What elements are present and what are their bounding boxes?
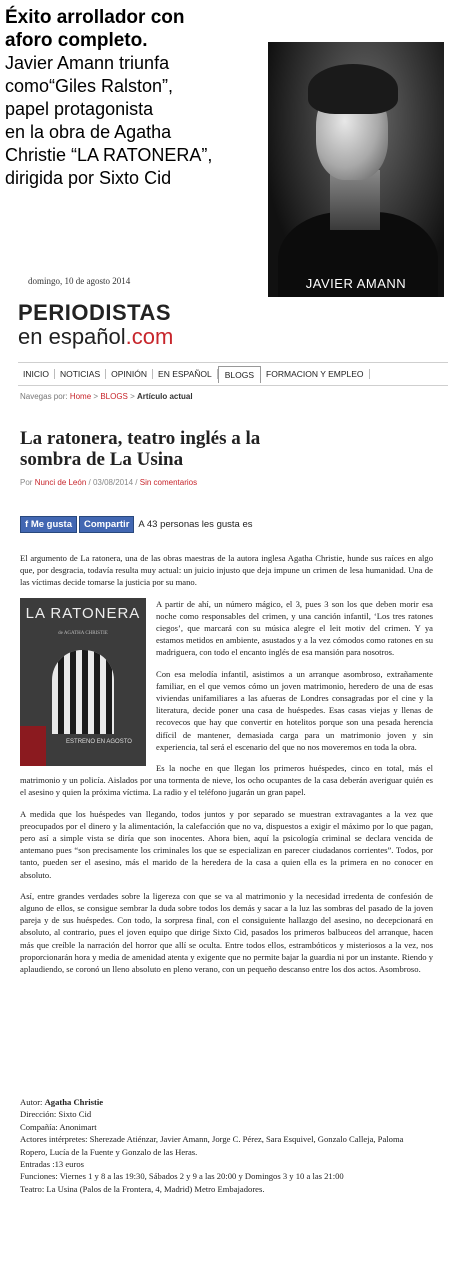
nav-item-inicio[interactable]: INICIO [18,369,55,379]
breadcrumb [20,392,193,401]
credit-value: Agatha Christie [44,1097,104,1107]
article-body [20,552,433,984]
credit-label: Autor: [20,1097,43,1107]
paragraph: Así, entre grandes verdades sobre la ligereza con que se va al matrimonio y la necesidad irredenta de confesión de alguno de ellos, se consigue sembrar la duda sobre todos los demás y sacar a la luz las sombras del pasado de la joven pareja y de sus huéspedes. Con todo, la sorpresa final, con el consiguiente hallazgo del asesino, no decepcionará en absoluto, al contrario, pues el joven equipo que dirige Sixto Cid, pasados los primeros balbuceos del arranque, hacen más que creíble la narración del horror que allí se oculta. Entre todos ellos, estrambóticos y misteriosos a la vez, nos proporcionarán hora y media de amenidad atenta y exigente que no permite bajar la guardia ni por un instante. Riendo y aplaudiendo, se coronó un lleno absoluto en pleno verano, con un pequeño descanso entre los dos actos. Asombroso. [20,890,433,975]
logo-text: en español [18,324,126,349]
promo-line: como“Giles Ralston”, [5,76,174,96]
paragraph: Es la noche en que llegan los primeros huéspedes, cinco en total, más el matrimonio y un policía. Aislados por una tormenta de nieve, los ocho ocupantes de la casa deberán averiguar quién es el asesino y quien la próxima víctima. La radio y el teléfono jugarán un gran papel. [20,763,433,798]
credit-entradas: Entradas :13 euros [20,1159,84,1170]
like-label: Me gusta [30,519,72,530]
promo-line: Javier Amann triunfa [5,53,170,73]
promo-line: papel protagonista [5,99,154,119]
promo-text-block [5,6,267,190]
article-title: La ratonera, teatro inglés a la sombra de La Usina [20,428,261,470]
breadcrumb-sep: > [130,392,135,401]
breadcrumb-prefix: Navegas por: [20,392,68,401]
credit-compania: Compañía: Anonimart [20,1121,97,1132]
photo-caption: JAVIER AMANN [305,276,407,291]
play-poster [20,598,146,766]
poster-red-block [20,726,46,766]
author-link[interactable]: Nunci de León [34,478,87,487]
comments-link[interactable]: Sin comentarios [139,478,198,487]
breadcrumb-sep: > [93,392,99,401]
photo-hair [308,64,398,114]
main-nav [18,362,448,386]
promo-line: Christie “LA RATONERA”, [5,145,213,165]
paragraph: A partir de ahí, un número mágico, el 3, pues 3 son los que deben morir esa noche como responsables del crimen, y una canción infantil, ‘Los tres ratones ciegos’, que marcará con su música alegre el leit motiv del crimen. Y ya estamos metidos en ambiente, asustados y a la vez cómodos como ratones en su madriguera, con todo el encanto inglés de esa mansión para nosotros. [156,598,433,658]
promo-headline-1: Éxito arrollador con [5,7,185,28]
promo-line: en la obra de Agatha [5,122,172,142]
paragraph: El argumento de La ratonera, una de las obras maestras de la autora inglesa Agatha Christie, hunde sus raíces en algo que, por desgracia, todavía resulta muy actual: un juicio injusto que deja impune un crimen de lesa humanidad. Una de las víctimas decide tomarse la justicia por su mano. [20,553,433,588]
breadcrumb-current: Artículo actual [137,392,193,401]
nav-item-opinion[interactable]: OPINIÓN [106,369,153,379]
nav-item-formacion[interactable]: FORMACION Y EMPLEO [261,369,369,379]
poster-subtitle: de AGATHA CHRISTIE [58,630,108,636]
breadcrumb-home[interactable]: Home [69,392,92,401]
site-logo-line1[interactable]: PERIODISTAS [18,300,172,325]
poster-bars-graphic [52,650,114,734]
credit-actores: Actores intérpretes: Sherezade Atiénzar, Javier Amann, Jorge C. Pérez, Sara Esquivel, Gonzalo Calleja, Paloma Ropero, Lucía de la Fuente y Gonzalo de las Heras. [20,1134,404,1157]
credit-direccion: Dirección: Sixto Cid [20,1109,92,1120]
nav-item-blogs[interactable]: BLOGS [218,366,261,383]
clip-date: domingo, 10 de agosto 2014 [28,276,131,286]
paragraph: Con esa melodía infantil, asistimos a un arranque asombroso, extrañamente familiar, en el que vemos cómo un joven matrimonio, heredero de una de esas viviendas unifamiliares a las afueras de Londres consagradas por el cine y la literatura, decide poner una casa de huéspedes. Esas casas viejas y llenas de recovecos que hay que convertir en hotelitos porque son una pesada herencia difícil de mantener, demasiada carga para un matrimonio joven y sin experiencia, tal será el escenario del que no nos moveremos en toda la obra. [156,668,433,752]
actor-photo [268,42,444,297]
nav-item-en-espanol[interactable]: EN ESPAÑOL [153,369,218,379]
poster-title: LA RATONERA [25,604,141,622]
paragraph: A medida que los huéspedes van llegando, todos juntos y por separado se muestran extravagantes a la vez que preocupados por el dinero y la alimentación, la calefacción que no va, dispuestos a exigir el máximo por lo que pagan, pero así a simple vista se diría que son inocentes. Ahora bien, aquí la psicología criminal se declara vencida de antemano pues “son precisamente los criminales los que se especializan en parecer ciudadanos corrientes”. Todos, por tanto, pueden ser el asesino, más el marido de la heredera de la casa a quien ella es la primera en no conocer en absoluto. [20,808,433,880]
promo-line: dirigida por Sixto Cid [5,168,172,188]
credits-block [20,1096,433,1195]
credit-autor [20,1096,433,1108]
meta-sep: / [135,478,138,487]
nav-item-noticias[interactable]: NOTICIAS [55,369,106,379]
like-count: A 43 personas les gusta es [138,519,253,530]
like-button[interactable] [20,516,77,533]
social-bar [20,516,252,533]
site-logo-line2[interactable] [18,324,173,350]
breadcrumb-blogs[interactable]: BLOGS [100,392,128,401]
author-prefix: Por [20,478,33,487]
article-date: 03/08/2014 [92,478,134,487]
facebook-icon: f [25,519,31,530]
credit-funciones: Funciones: Viernes 1 y 8 a las 19:30, Sábados 2 y 9 a las 20:00 y Domingos 3 y 10 a las 21:00 [20,1171,344,1182]
poster-footer: ESTRENO EN AGOSTO [66,738,132,745]
promo-headline-2: aforo completo. [5,30,148,51]
logo-domain: .com [125,324,174,349]
share-button[interactable]: Compartir [79,516,134,533]
article-meta [20,478,197,487]
credit-teatro: Teatro: La Usina (Palos de la Frontera, 4, Madrid) Metro Embajadores. [20,1183,265,1194]
meta-sep: / [88,478,91,487]
